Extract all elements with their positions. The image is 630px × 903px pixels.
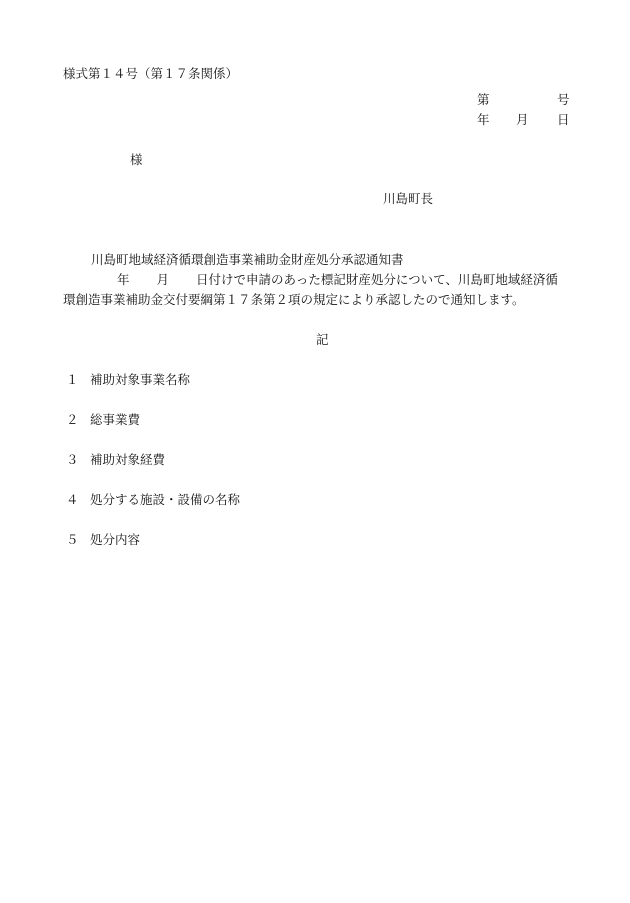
item-number: ４: [66, 492, 79, 507]
doc-number-prefix: 第: [477, 92, 490, 107]
body-paragraph-line-1: [63, 274, 558, 287]
body-month: 月: [156, 272, 170, 287]
item-number: １: [66, 372, 79, 387]
item-label: 総事業費: [90, 412, 141, 427]
issuer: 川島町長: [383, 191, 434, 206]
item-label: 補助対象事業名称: [90, 372, 191, 387]
document-title: 川島町地域経済循環創造事業補助金財産処分承認通知書: [91, 252, 404, 267]
body-line1-text: 日付けで申請のあった標記財産処分について、川島町地域経済循: [196, 272, 558, 287]
list-item: [66, 534, 140, 547]
doc-number-suffix: 号: [557, 92, 570, 107]
date-year: 年: [477, 112, 490, 127]
list-item: [66, 454, 165, 467]
body-paragraph-line-2: 環創造事業補助金交付要綱第１７条第２項の規定により承認したので通知します。: [63, 292, 525, 307]
item-number: ２: [66, 412, 79, 427]
item-label: 補助対象経費: [90, 452, 166, 467]
date-month: 月: [516, 112, 529, 127]
body-year: 年: [117, 272, 130, 287]
item-label: 処分内容: [90, 532, 141, 547]
list-item: [66, 374, 190, 387]
item-number: ５: [66, 532, 79, 547]
form-number: 様式第１４号（第１７条関係）: [63, 66, 239, 81]
item-label: 処分する施設・設備の名称: [90, 492, 241, 507]
date-day: 日: [557, 112, 570, 127]
addressee: 様: [130, 152, 143, 167]
list-item: [66, 414, 140, 427]
item-number: ３: [66, 452, 79, 467]
list-item: [66, 494, 240, 507]
ki-heading: 記: [316, 332, 329, 347]
